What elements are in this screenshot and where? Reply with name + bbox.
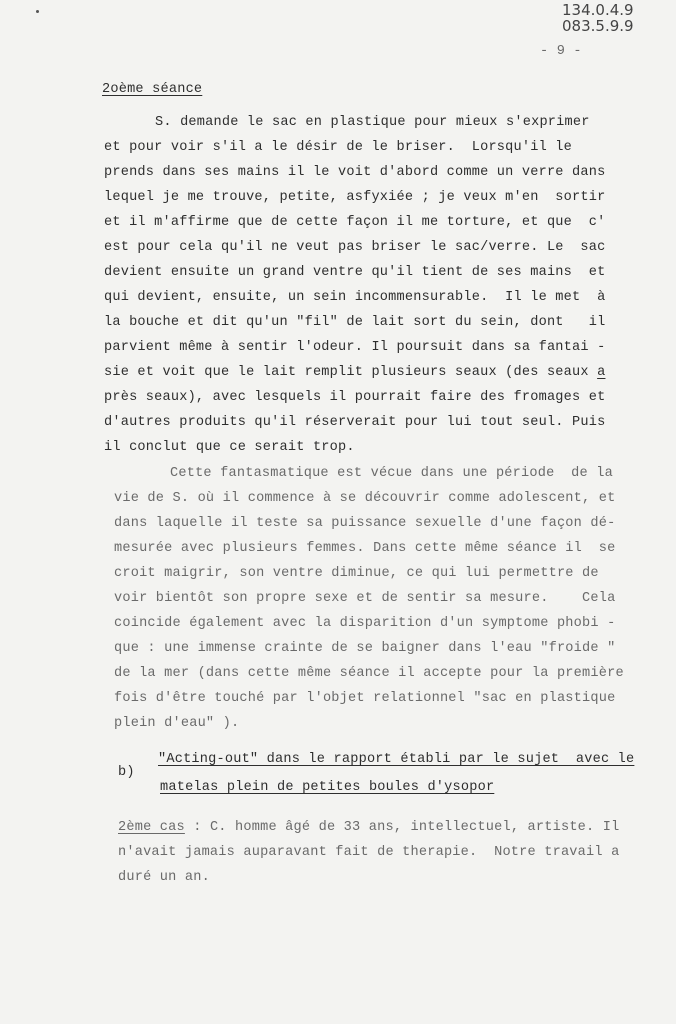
- para1-line: et pour voir s'il a le désir de le briser. Lorsqu'il le: [104, 140, 573, 155]
- para1-line: est pour cela qu'il ne veut pas briser le sac/verre. Le sac: [104, 240, 606, 255]
- para2-line: coincide également avec la disparition d'un symptome phobi -: [114, 616, 616, 631]
- para2-line: croit maigrir, son ventre diminue, ce qui lui permettre de: [114, 566, 599, 581]
- para1-line: prends dans ses mains il le voit d'abord comme un verre dans: [104, 165, 606, 180]
- para2-line: mesurée avec plusieurs femmes. Dans cette même séance il se: [114, 541, 616, 556]
- para1-line: parvient même à sentir l'odeur. Il poursuit dans sa fantai -: [104, 340, 606, 355]
- underlined-a: a: [597, 365, 606, 380]
- margin-dot: [36, 10, 39, 13]
- para2-line: vie de S. où il commence à se découvrir comme adolescent, et: [114, 491, 616, 506]
- case-line-text: : C. homme âgé de 33 ans, intellectuel, artiste. Il: [184, 820, 620, 835]
- case-line: [118, 820, 619, 836]
- para1-line-text: sie et voit que le lait remplit plusieurs seaux (des seaux: [104, 365, 598, 380]
- case-line: duré un an.: [118, 870, 210, 885]
- para1-line: lequel je me trouve, petite, asfyxiée ; je veux m'en sortir: [104, 190, 606, 205]
- case-label: 2ème cas: [118, 820, 185, 835]
- para2-line: de la mer (dans cette même séance il accepte pour la première: [114, 666, 624, 681]
- section-b-letter: b): [118, 765, 135, 780]
- para1-line: et il m'affirme que de cette façon il me torture, et que c': [104, 215, 606, 230]
- page-number: - 9 -: [540, 44, 582, 59]
- para2-line: dans laquelle il teste sa puissance sexuelle d'une façon dé-: [114, 516, 616, 531]
- para2-line: que : une immense crainte de se baigner dans l'eau "froide ": [114, 641, 616, 656]
- para1-line: près seaux), avec lesquels il pourrait faire des fromages et: [104, 390, 606, 405]
- para1-line: [104, 365, 605, 381]
- section-heading: 2oème séance: [102, 82, 203, 97]
- section-b-title-line2: matelas plein de petites boules d'ysopor: [160, 780, 495, 795]
- para1-line: d'autres produits qu'il réserverait pour lui tout seul. Puis: [104, 415, 606, 430]
- archive-code-1: 134.0.4.9: [562, 1, 634, 19]
- para1-line: S. demande le sac en plastique pour mieux s'exprimer: [155, 115, 590, 130]
- para2-line: voir bientôt son propre sexe et de sentir sa mesure. Cela: [114, 591, 616, 606]
- para1-line: la bouche et dit qu'un "fil" de lait sort du sein, dont il: [104, 315, 606, 330]
- para1-line: devient ensuite un grand ventre qu'il tient de ses mains et: [104, 265, 606, 280]
- section-b-title-line1: "Acting-out" dans le rapport établi par le sujet avec le: [158, 752, 635, 767]
- para1-line: qui devient, ensuite, un sein incommensurable. Il le met à: [104, 290, 606, 305]
- case-line: n'avait jamais auparavant fait de therapie. Notre travail a: [118, 845, 620, 860]
- para2-line: plein d'eau" ).: [114, 716, 240, 731]
- para2-line: Cette fantasmatique est vécue dans une période de la: [170, 466, 613, 481]
- para2-line: fois d'être touché par l'objet relationnel "sac en plastique: [114, 691, 616, 706]
- archive-code-2: 083.5.9.9: [562, 17, 634, 35]
- para1-line: il conclut que ce serait trop.: [104, 440, 355, 455]
